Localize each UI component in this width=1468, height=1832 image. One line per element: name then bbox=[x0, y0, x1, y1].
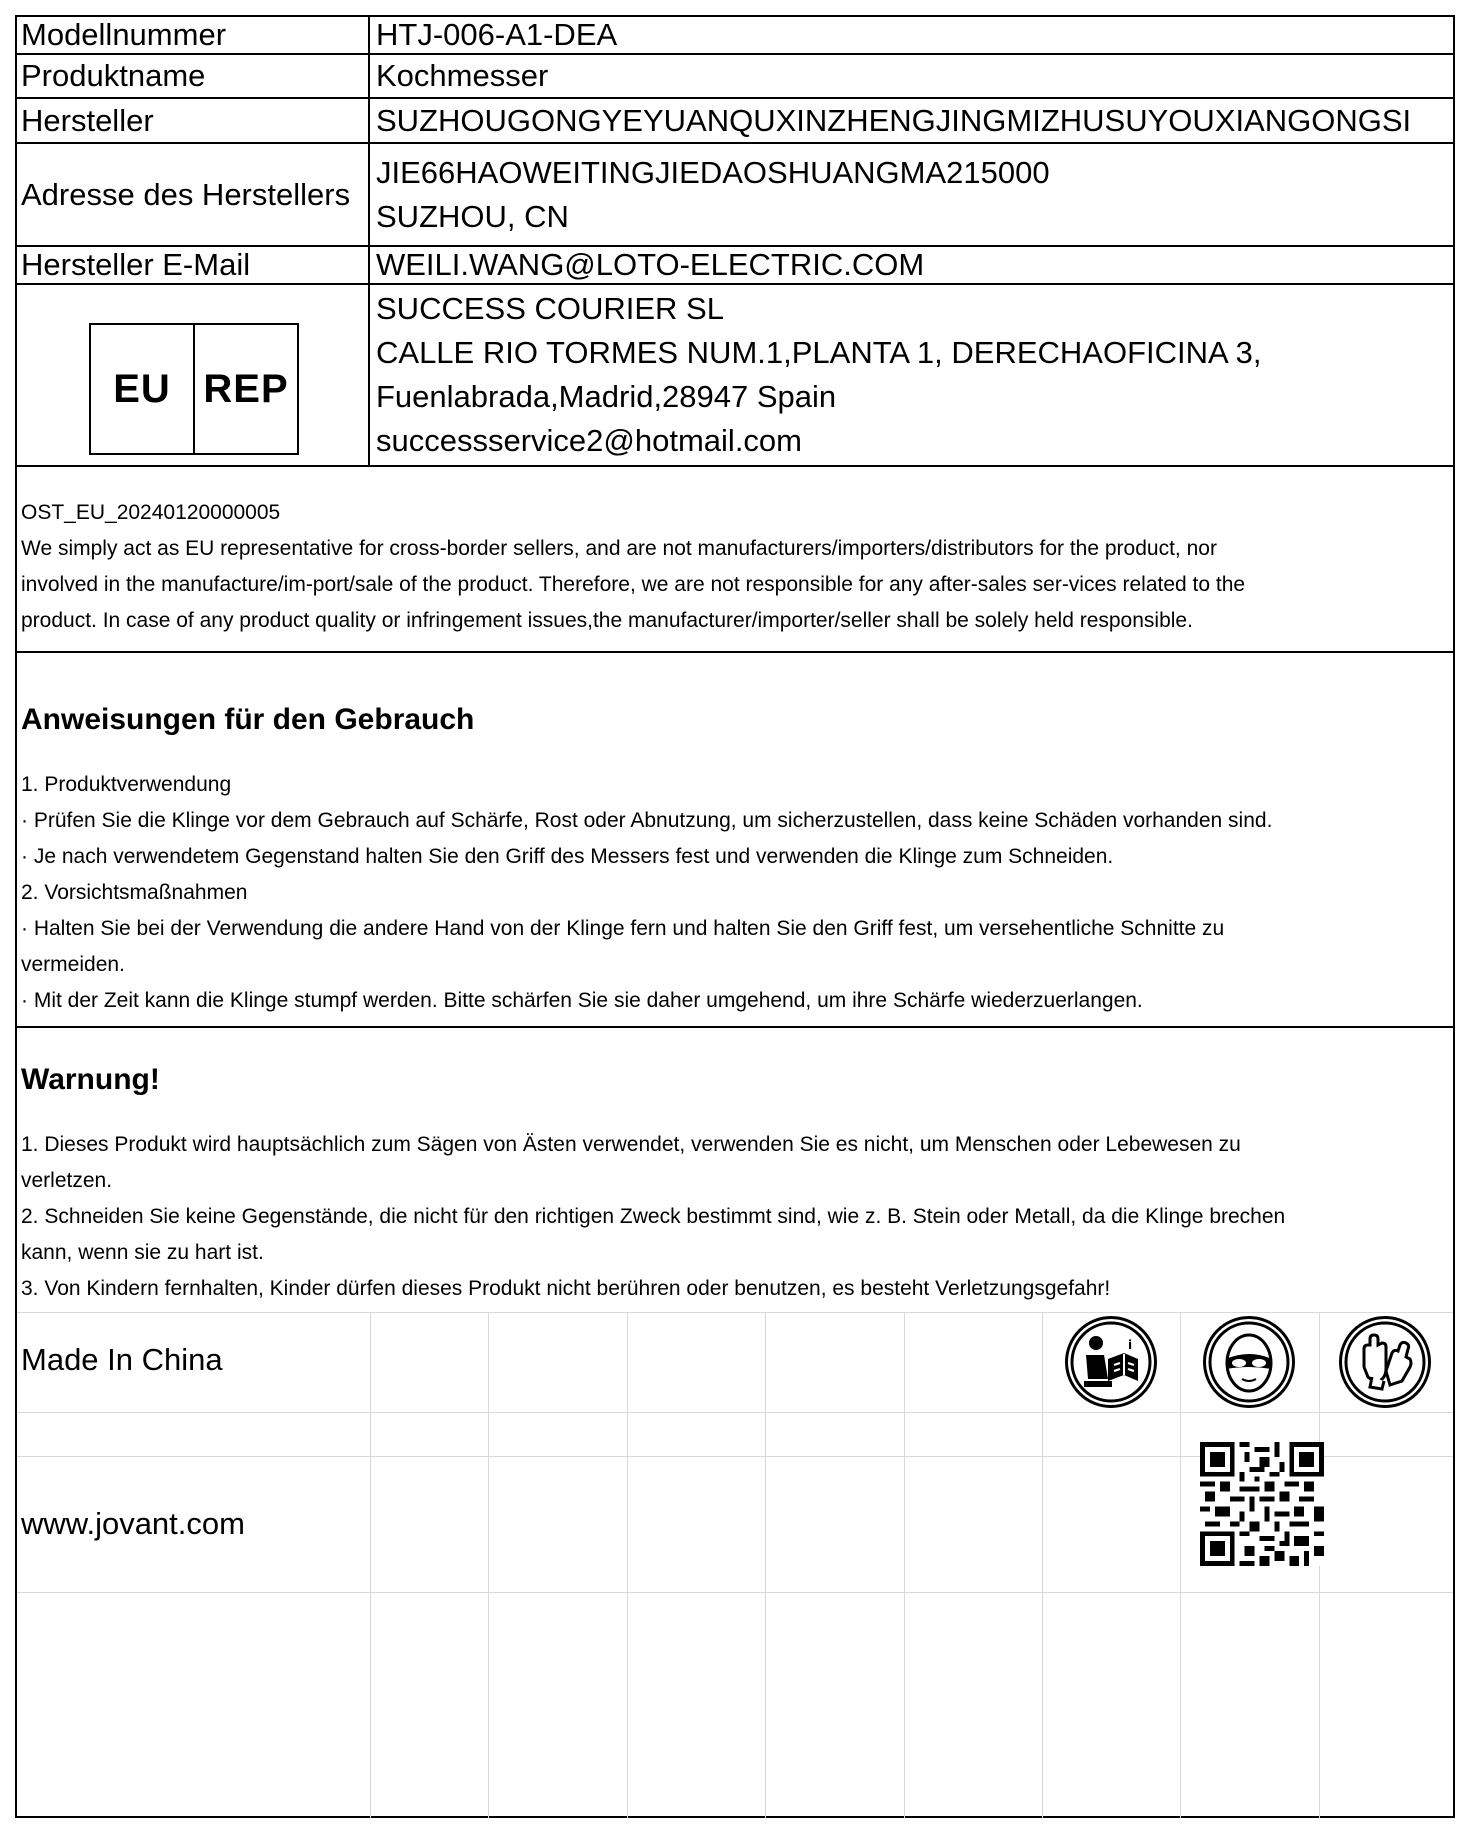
eu-rep-logo-eu: EU bbox=[113, 366, 171, 411]
read-manual-icon bbox=[1065, 1316, 1157, 1408]
model-label: Modellnummer bbox=[17, 17, 370, 53]
product-info-sheet bbox=[15, 15, 1455, 1818]
eu-rep-address bbox=[372, 285, 1453, 465]
instructions-line: · Prüfen Sie die Klinge vor dem Gebrauch auf Schärfe, Rost oder Abnutzung, um sicherzustellen, dass keine Schäden vorhanden sind. bbox=[21, 809, 1273, 832]
eu-rep-logo-cell bbox=[17, 285, 370, 465]
disclaimer-line-1: We simply act as EU representative for cross-border sellers, and are not manufacturers/importers/distributors for the product, nor bbox=[21, 537, 1217, 560]
warning-line: kann, wenn sie zu hart ist. bbox=[21, 1241, 264, 1264]
warning-line: 1. Dieses Produkt wird hauptsächlich zum Sägen von Ästen verwendet, verwenden Sie es nicht, um Menschen oder Lebewesen zu bbox=[21, 1133, 1241, 1156]
footer-grid bbox=[17, 1312, 1453, 1818]
address-value bbox=[372, 144, 1453, 245]
instructions-list bbox=[21, 767, 1453, 1019]
eu-rep-line-3: Fuenlabrada,Madrid,28947 Spain bbox=[376, 379, 837, 414]
instructions-section bbox=[17, 653, 1453, 1028]
svg-text:i: i bbox=[1128, 1338, 1133, 1352]
manufacturer-row bbox=[17, 99, 1453, 144]
website-label: www.jovant.com bbox=[21, 1506, 245, 1541]
model-row bbox=[17, 17, 1453, 55]
disclaimer-line-2: involved in the manufacture/im-port/sale of the product. Therefore, we are not responsible for any after-sales ser-vices related to the bbox=[21, 573, 1246, 596]
manufacturer-value: SUZHOUGONGYEYUANQUXINZHENGJINGMIZHUSUYOUXIANGONGSI bbox=[376, 102, 1412, 138]
warning-list bbox=[21, 1127, 1453, 1307]
address-row bbox=[17, 144, 1453, 247]
eu-rep-line-1: SUCCESS COURIER SL bbox=[376, 291, 724, 326]
eu-rep-logo bbox=[89, 323, 299, 455]
email-value: WEILI.WANG@LOTO-ELECTRIC.COM bbox=[376, 247, 925, 282]
warning-line: 3. Von Kindern fernhalten, Kinder dürfen dieses Produkt nicht berühren oder benutzen, es besteht Verletzungsgefahr! bbox=[21, 1277, 1111, 1300]
manufacturer-label: Hersteller bbox=[17, 99, 370, 142]
address-label: Adresse des Herstellers bbox=[17, 144, 370, 245]
eu-rep-line-2: CALLE RIO TORMES NUM.1,PLANTA 1, DERECHAOFICINA 3, bbox=[376, 335, 1262, 370]
email-label: Hersteller E-Mail bbox=[17, 247, 370, 283]
instructions-line: · Mit der Zeit kann die Klinge stumpf werden. Bitte schärfen Sie sie daher umgehend, um ihre Schärfe wiederzuerlangen. bbox=[21, 989, 1143, 1012]
product-value: Kochmesser bbox=[376, 58, 549, 93]
eu-rep-logo-rep: REP bbox=[193, 325, 297, 453]
address-line-1: JIE66HAOWEITINGJIEDAOSHUANGMA215000 bbox=[376, 154, 1050, 190]
address-line-2: SUZHOU, CN bbox=[376, 198, 569, 234]
gloves-icon bbox=[1339, 1316, 1431, 1408]
instructions-line: · Je nach verwendetem Gegenstand halten Sie den Griff des Messers fest und verwenden die Klinge zum Schneiden. bbox=[21, 845, 1114, 868]
instructions-line: vermeiden. bbox=[21, 953, 125, 976]
eu-rep-line-4: successservice2@hotmail.com bbox=[376, 423, 802, 458]
product-label: Produktname bbox=[17, 55, 370, 97]
warning-line: 2. Schneiden Sie keine Gegenstände, die nicht für den richtigen Zweck bestimmt sind, wie z. B. Stein oder Metall, da die Klinge brechen bbox=[21, 1205, 1286, 1228]
instructions-line: · Halten Sie bei der Verwendung die andere Hand von der Klinge fern und halten Sie den Griff fest, um versehentliche Schnitte zu bbox=[21, 917, 1225, 940]
disclaimer-code: OST_EU_20240120000005 bbox=[21, 501, 281, 524]
instructions-line: 2. Vorsichtsmaßnahmen bbox=[21, 881, 248, 904]
instructions-title: Anweisungen für den Gebrauch bbox=[21, 703, 475, 736]
warning-section bbox=[17, 1028, 1453, 1312]
disclaimer-line-3: product. In case of any product quality or infringement issues,the manufacturer/importer/seller shall be solely held responsible. bbox=[21, 609, 1193, 632]
disclaimer-section bbox=[17, 467, 1453, 653]
eye-protection-icon bbox=[1203, 1316, 1295, 1408]
instructions-line: 1. Produktverwendung bbox=[21, 773, 232, 796]
warning-line: verletzen. bbox=[21, 1169, 113, 1192]
warning-title: Warnung! bbox=[21, 1063, 160, 1096]
qr-code-icon bbox=[1200, 1442, 1324, 1571]
email-row bbox=[17, 247, 1453, 285]
made-in-label: Made In China bbox=[21, 1342, 223, 1377]
product-row bbox=[17, 55, 1453, 99]
model-value: HTJ-006-A1-DEA bbox=[376, 17, 618, 52]
eu-rep-row bbox=[17, 285, 1453, 467]
